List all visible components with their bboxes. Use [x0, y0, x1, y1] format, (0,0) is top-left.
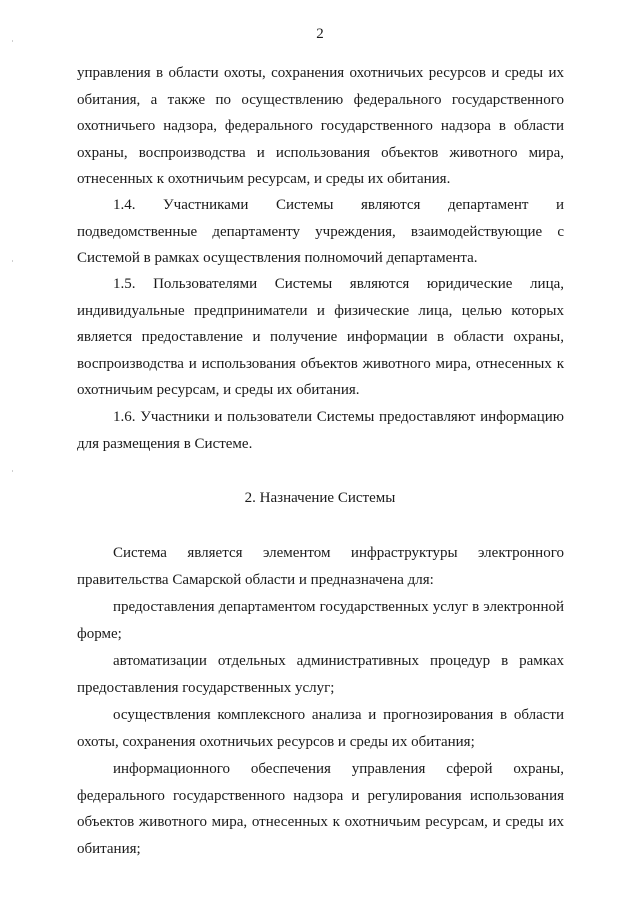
scan-artifact	[12, 260, 13, 262]
paragraph-1-4: 1.4. Участниками Системы являются департамент и подведомственные департаменту учреждения, взаимодействующие с Системой в рамках осуществления полномочий департамента.	[77, 197, 564, 266]
purpose-item-analysis: осуществления комплексного анализа и прогнозирования в области охоты, сохранения охотничьих ресурсов и среды их обитания;	[77, 707, 564, 750]
purpose-item-automation: автоматизации отдельных административных процедур в рамках предоставления государственных услуг;	[77, 653, 564, 696]
page-number: 2	[316, 26, 324, 42]
purpose-item-services: предоставления департаментом государственных услуг в электронной форме;	[77, 599, 564, 642]
purpose-item-information: информационного обеспечения управления сферой охраны, федерального государственного надзора и регулирования использования объектов животного мира, отнесенных к охотничьим ресурсам, и среды их обитания;	[77, 761, 564, 857]
paragraph-continuation: управления в области охоты, сохранения охотничьих ресурсов и среды их обитания, а также по осуществлению федерального государственного охотничьего надзора, федерального государственного надзора в области охраны, воспроизводства и использования объектов животного мира, отнесенных к охотничьим ресурсам, и среды их обитания.	[77, 65, 564, 187]
paragraph-1-6: 1.6. Участники и пользователи Системы предоставляют информацию для размещения в Системе.	[77, 409, 564, 452]
section-heading: 2. Назначение Системы	[244, 490, 396, 506]
purpose-intro: Система является элементом инфраструктуры электронного правительства Самарской области и предназначена для:	[77, 545, 564, 588]
scan-artifact	[12, 470, 13, 472]
paragraph-1-5: 1.5. Пользователями Системы являются юридические лица, индивидуальные предприниматели и физические лица, целью которых является предоставление и получение информации в области охраны, воспроизводства и использования объектов животного мира, отнесенных к охотничьим ресурсам, и среды их обитания.	[77, 276, 564, 398]
